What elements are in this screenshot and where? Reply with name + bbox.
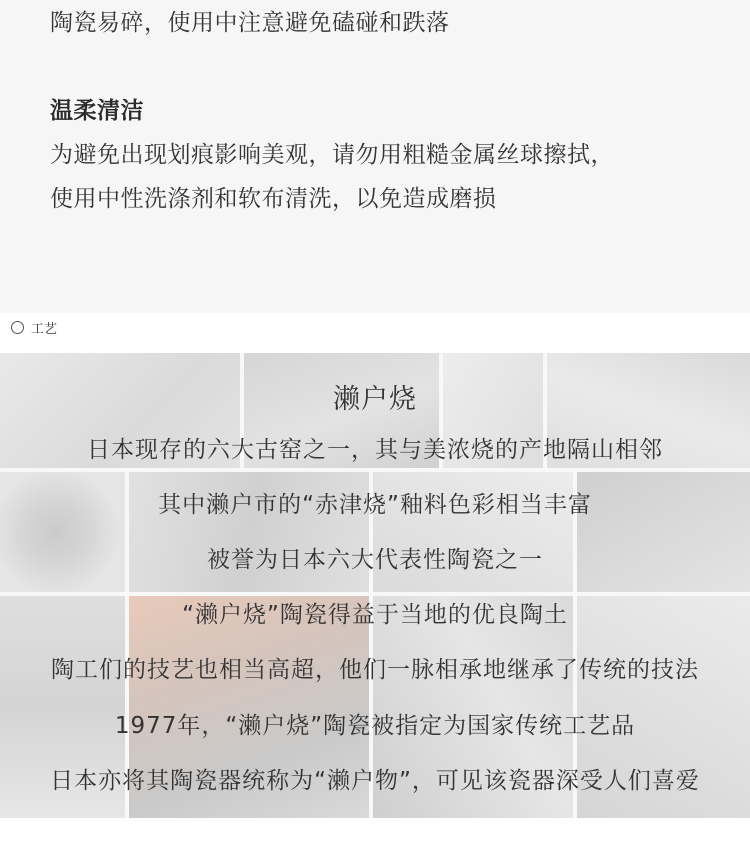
- care-instructions-section: [0, 0, 750, 313]
- section-label-bar: [0, 313, 750, 353]
- circle-icon: [11, 321, 24, 334]
- craft-line-3: 被誉为日本六大代表性陶瓷之一: [207, 547, 543, 573]
- care-line-1: 为避免出现划痕影响美观，请勿用粗糙金属丝球擦拭，: [50, 142, 614, 168]
- care-gentle-clean-heading: 温柔清洁: [50, 98, 144, 124]
- craft-title: 濑户烧: [333, 384, 417, 415]
- craft-line-4: “濑户烧”陶瓷得益于当地的优良陶土: [182, 602, 568, 628]
- care-line-2: 使用中性洗涤剂和软布清洗，以免造成磨损: [50, 186, 497, 212]
- craft-line-2: 其中濑户市的“赤津烧”釉料色彩相当丰富: [158, 492, 592, 518]
- craft-line-6: 1977年，“濑户烧”陶瓷被指定为国家传统工艺品: [114, 713, 636, 739]
- craft-line-1: 日本现存的六大古窑之一，其与美浓烧的产地隔山相邻: [87, 437, 663, 463]
- care-fragile-note: 陶瓷易碎，使用中注意避免磕碰和跌落: [50, 10, 450, 36]
- section-label-text: 工艺: [31, 322, 58, 337]
- craft-line-5: 陶工们的技艺也相当高超，他们一脉相承地继承了传统的技法: [51, 657, 699, 683]
- bottom-spacer: [0, 818, 750, 864]
- craft-section: [0, 353, 750, 818]
- craft-line-7: 日本亦将其陶瓷器统称为“濑户物”，可见该瓷器深受人们喜爱: [50, 768, 700, 794]
- background-white-overlay: [0, 353, 750, 818]
